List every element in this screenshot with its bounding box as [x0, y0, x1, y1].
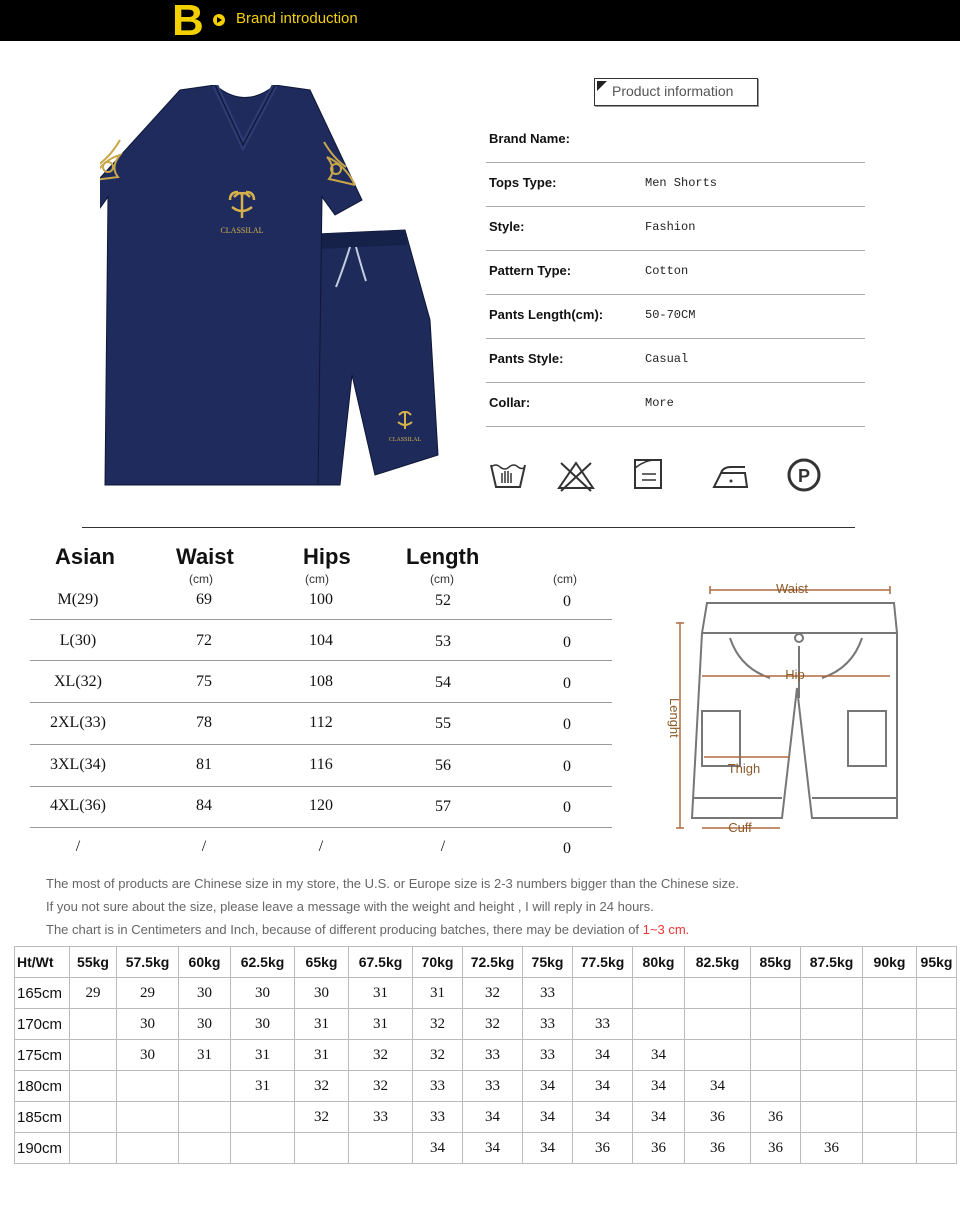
size-value: 29 — [117, 978, 179, 1009]
weight-header: 55kg — [70, 947, 117, 978]
size-value: 33 — [523, 1009, 573, 1040]
weight-header: 57.5kg — [117, 947, 179, 978]
size-value: 36 — [633, 1133, 685, 1164]
size-cell: 0 — [563, 634, 571, 651]
size-cell: / — [318, 838, 324, 855]
size-value: 29 — [70, 978, 117, 1009]
info-label: Brand Name: — [489, 131, 570, 146]
info-value: Cotton — [645, 264, 689, 278]
table-row — [15, 1009, 957, 1040]
hand-wash-icon — [488, 455, 528, 495]
size-header-waist: Waist — [176, 544, 234, 569]
size-cell: 116 — [309, 756, 333, 773]
weight-header: 62.5kg — [231, 947, 295, 978]
size-value: 32 — [463, 1009, 523, 1040]
size-value: 33 — [463, 1071, 523, 1102]
info-value: More — [645, 396, 674, 410]
row-divider — [30, 827, 612, 828]
info-value: Casual — [645, 352, 689, 366]
size-value: 34 — [573, 1040, 633, 1071]
size-value: 34 — [523, 1102, 573, 1133]
size-value: 34 — [523, 1133, 573, 1164]
shorts-logo-text: CLASSILAL — [388, 437, 422, 443]
chest-logo-text: CLASSILAL — [220, 226, 264, 235]
size-value — [70, 1102, 117, 1133]
size-value: 31 — [231, 1040, 295, 1071]
weight-header: 70kg — [413, 947, 463, 978]
size-value: 33 — [349, 1102, 413, 1133]
table-header-row — [15, 947, 957, 978]
size-value — [179, 1102, 231, 1133]
size-cell: 0 — [563, 593, 571, 610]
size-cell: 52 — [435, 592, 451, 609]
header-bar — [0, 0, 960, 45]
size-cell: 120 — [309, 797, 333, 814]
size-cell: 104 — [309, 632, 333, 649]
size-cell: 72 — [196, 632, 212, 649]
info-value: 50-70CM — [645, 308, 696, 322]
size-value: 34 — [633, 1071, 685, 1102]
brand-introduction-title: Brand introduction — [236, 10, 358, 27]
size-header-length: Length — [406, 544, 480, 569]
info-row-style — [486, 206, 865, 251]
product-information-title: Product information — [612, 83, 734, 99]
size-value: 33 — [523, 1040, 573, 1071]
size-cell: L(30) — [59, 632, 97, 649]
size-value — [801, 1102, 863, 1133]
info-row-collar — [486, 382, 865, 427]
height-label: 185cm — [15, 1102, 70, 1133]
svg-text:P: P — [797, 466, 811, 486]
size-value — [917, 1133, 957, 1164]
diagram-waist-label: Waist — [775, 581, 809, 596]
diagram-length-label: Lenght — [667, 698, 682, 738]
size-cell: 0 — [563, 840, 571, 857]
dry-flat-icon — [630, 455, 670, 495]
size-cell: 78 — [196, 714, 212, 731]
play-arrow-icon — [213, 14, 225, 26]
size-value — [863, 1040, 917, 1071]
product-image — [100, 85, 445, 490]
size-value — [863, 978, 917, 1009]
size-note-3-text: The chart is in Centimeters and Inch, because of different producing batches, there may be deviation of — [46, 922, 643, 937]
size-value: 30 — [295, 978, 349, 1009]
info-row-pants-style — [486, 338, 865, 383]
unit-hips: (cm) — [305, 572, 329, 586]
info-label: Style: — [489, 219, 525, 234]
size-value: 36 — [573, 1133, 633, 1164]
unit-extra: (cm) — [553, 572, 577, 586]
size-value: 31 — [413, 978, 463, 1009]
table-row — [15, 1102, 957, 1133]
size-value — [801, 1071, 863, 1102]
weight-header: 87.5kg — [801, 947, 863, 978]
size-value — [70, 1009, 117, 1040]
info-row-pants-length — [486, 294, 865, 339]
size-note-2: If you not sure about the size, please leave a message with the weight and height , I will reply in 24 hours. — [46, 899, 654, 914]
table-row — [15, 1071, 957, 1102]
size-value — [685, 1040, 751, 1071]
size-value: 30 — [117, 1009, 179, 1040]
size-value: 34 — [413, 1133, 463, 1164]
table-row — [15, 1040, 957, 1071]
info-label: Collar: — [489, 395, 531, 410]
size-value — [685, 978, 751, 1009]
info-row-pattern-type — [486, 250, 865, 295]
size-value: 31 — [179, 1040, 231, 1071]
size-header-asian: Asian — [55, 544, 115, 569]
iron-icon — [711, 455, 751, 495]
size-note-3 — [46, 922, 689, 937]
weight-header: 75kg — [523, 947, 573, 978]
size-cell: M(29) — [57, 591, 99, 608]
info-row-brand — [486, 118, 865, 163]
row-divider — [30, 744, 612, 745]
height-weight-table — [14, 946, 957, 1164]
size-cell: 112 — [309, 714, 333, 731]
size-value — [801, 978, 863, 1009]
size-cell: 56 — [435, 757, 451, 774]
size-value: 31 — [295, 1009, 349, 1040]
info-label: Pants Style: — [489, 351, 564, 366]
unit-length: (cm) — [430, 572, 454, 586]
size-value: 30 — [231, 1009, 295, 1040]
size-value — [117, 1071, 179, 1102]
height-label: 190cm — [15, 1133, 70, 1164]
size-value — [801, 1040, 863, 1071]
row-divider — [30, 660, 612, 661]
size-value: 32 — [413, 1040, 463, 1071]
size-value: 36 — [685, 1102, 751, 1133]
table-corner: Ht/Wt — [15, 947, 70, 978]
size-value — [179, 1071, 231, 1102]
size-value — [917, 978, 957, 1009]
size-value: 32 — [463, 978, 523, 1009]
size-value — [349, 1133, 413, 1164]
dry-clean-icon — [784, 455, 824, 495]
corner-marker-icon — [597, 81, 607, 91]
size-value — [117, 1102, 179, 1133]
size-value: 32 — [349, 1040, 413, 1071]
size-cell: 2XL(33) — [50, 714, 106, 731]
size-value: 34 — [685, 1071, 751, 1102]
brand-logo-letter: B — [172, 0, 204, 45]
size-cell: / — [201, 838, 207, 855]
weight-header: 80kg — [633, 947, 685, 978]
size-cell: 0 — [563, 758, 571, 775]
weight-header: 90kg — [863, 947, 917, 978]
size-value: 34 — [573, 1071, 633, 1102]
size-note-1: The most of products are Chinese size in my store, the U.S. or Europe size is 2-3 numbers bigger than the Chinese size. — [46, 876, 739, 891]
weight-header: 85kg — [751, 947, 801, 978]
height-label: 170cm — [15, 1009, 70, 1040]
size-value — [231, 1133, 295, 1164]
size-value: 33 — [573, 1009, 633, 1040]
size-cell: 100 — [309, 591, 333, 608]
diagram-cuff-label: Cuff — [728, 820, 752, 835]
size-value — [917, 1071, 957, 1102]
size-value — [863, 1071, 917, 1102]
size-value: 33 — [523, 978, 573, 1009]
size-value — [231, 1102, 295, 1133]
weight-header: 95kg — [917, 947, 957, 978]
unit-waist: (cm) — [189, 572, 213, 586]
size-value: 34 — [633, 1102, 685, 1133]
diagram-hip-label: Hip — [785, 667, 805, 682]
weight-header: 72.5kg — [463, 947, 523, 978]
size-value — [863, 1102, 917, 1133]
size-value: 31 — [295, 1040, 349, 1071]
size-value — [863, 1009, 917, 1040]
size-value: 34 — [633, 1040, 685, 1071]
size-value — [117, 1133, 179, 1164]
weight-header: 67.5kg — [349, 947, 413, 978]
size-cell: 3XL(34) — [50, 756, 106, 773]
size-value: 33 — [413, 1071, 463, 1102]
row-divider — [30, 619, 612, 620]
size-header-hips: Hips — [303, 544, 351, 569]
size-value — [917, 1040, 957, 1071]
size-value — [863, 1133, 917, 1164]
info-value: Fashion — [645, 220, 696, 234]
weight-header: 60kg — [179, 947, 231, 978]
height-label: 180cm — [15, 1071, 70, 1102]
size-value — [751, 1009, 801, 1040]
size-cell: 54 — [435, 674, 451, 691]
size-cell: 75 — [196, 673, 212, 690]
size-value — [633, 1009, 685, 1040]
height-label: 165cm — [15, 978, 70, 1009]
size-value: 34 — [523, 1071, 573, 1102]
size-value — [801, 1009, 863, 1040]
size-cell: 0 — [563, 716, 571, 733]
size-value — [685, 1009, 751, 1040]
size-value — [295, 1133, 349, 1164]
size-value — [751, 1071, 801, 1102]
size-cell: 108 — [309, 673, 333, 690]
weight-header: 82.5kg — [685, 947, 751, 978]
size-value: 36 — [751, 1102, 801, 1133]
size-value: 36 — [801, 1133, 863, 1164]
size-cell: / — [75, 838, 81, 855]
size-value: 31 — [349, 1009, 413, 1040]
size-cell: 0 — [563, 675, 571, 692]
size-value: 32 — [295, 1102, 349, 1133]
size-value: 34 — [463, 1102, 523, 1133]
size-cell: 55 — [435, 715, 451, 732]
size-value — [70, 1133, 117, 1164]
size-value — [70, 1071, 117, 1102]
size-value: 33 — [413, 1102, 463, 1133]
size-value: 33 — [463, 1040, 523, 1071]
size-cell: 57 — [435, 798, 451, 815]
pants-measurement-diagram — [662, 568, 912, 858]
size-cell: 4XL(36) — [50, 797, 106, 814]
section-divider — [82, 527, 855, 528]
size-cell: 81 — [196, 756, 212, 773]
size-cell: / — [440, 838, 446, 855]
height-label: 175cm — [15, 1040, 70, 1071]
row-divider — [30, 702, 612, 703]
size-value: 32 — [413, 1009, 463, 1040]
size-value: 32 — [295, 1071, 349, 1102]
size-value: 34 — [463, 1133, 523, 1164]
size-value — [917, 1009, 957, 1040]
size-cell: 84 — [196, 797, 212, 814]
size-value: 30 — [117, 1040, 179, 1071]
size-value — [70, 1040, 117, 1071]
info-value: Men Shorts — [645, 176, 718, 190]
deviation-highlight: 1~3 cm. — [642, 922, 690, 937]
diagram-thigh-label: Thigh — [727, 761, 761, 776]
size-value: 30 — [179, 1009, 231, 1040]
size-value: 36 — [685, 1133, 751, 1164]
size-value: 34 — [573, 1102, 633, 1133]
info-label: Pattern Type: — [489, 263, 572, 278]
info-label: Tops Type: — [489, 175, 557, 190]
size-value — [751, 1040, 801, 1071]
size-value — [573, 978, 633, 1009]
size-value — [633, 978, 685, 1009]
size-value — [751, 978, 801, 1009]
size-value: 36 — [751, 1133, 801, 1164]
size-cell: XL(32) — [54, 673, 102, 690]
size-value: 31 — [349, 978, 413, 1009]
size-cell: 53 — [435, 633, 451, 650]
table-row — [15, 978, 957, 1009]
size-value: 32 — [349, 1071, 413, 1102]
size-value: 31 — [231, 1071, 295, 1102]
size-value: 30 — [179, 978, 231, 1009]
size-value — [917, 1102, 957, 1133]
weight-header: 77.5kg — [573, 947, 633, 978]
size-cell: 0 — [563, 799, 571, 816]
info-row-tops-type — [486, 162, 865, 207]
table-row — [15, 1133, 957, 1164]
size-cell: 69 — [196, 591, 212, 608]
info-label: Pants Length(cm): — [489, 307, 604, 322]
row-divider — [30, 786, 612, 787]
size-value — [179, 1133, 231, 1164]
do-not-bleach-icon — [556, 455, 596, 495]
size-value: 30 — [231, 978, 295, 1009]
weight-header: 65kg — [295, 947, 349, 978]
